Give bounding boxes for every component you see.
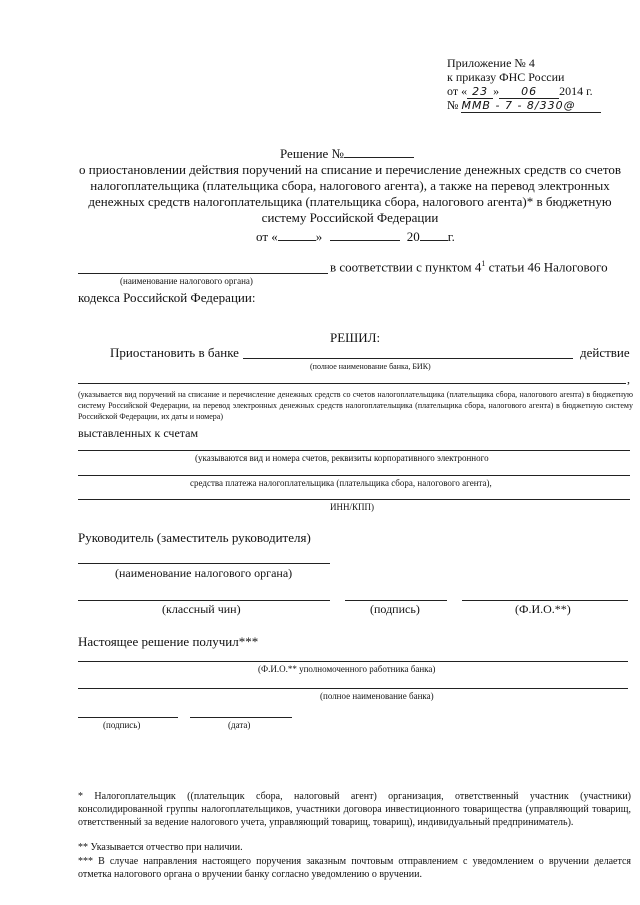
accordance-text: в соответствии с пунктом $4^1$ статьи 46 Налогового	[330, 259, 608, 275]
subject-line: систему Российской Федерации	[261, 210, 439, 225]
footnote-patronymic: ** Указывается отчество при наличии.	[78, 842, 243, 853]
subject-line: о приостановлении действия поручений на списание и перечисление денежных средств со счетов	[79, 162, 621, 177]
head-title: Руководитель (заместитель руководителя)	[78, 530, 311, 545]
decision-subject	[60, 162, 640, 226]
accounts-field[interactable]	[78, 450, 630, 451]
suspend-action: действие	[580, 345, 630, 360]
fio-caption: (Ф.И.О.**)	[515, 602, 571, 616]
received-date-field[interactable]	[190, 717, 292, 718]
order-day: 23	[467, 85, 493, 99]
tax-authority-field[interactable]	[78, 273, 328, 274]
fio-field[interactable]	[462, 600, 628, 601]
appendix-number: Приложение № 4	[447, 56, 535, 70]
rank-caption: (классный чин)	[162, 602, 241, 616]
bank-caption: (полное наименование банка, БИК)	[310, 362, 431, 371]
order-reference: к приказу ФНС России	[447, 70, 565, 84]
authority-caption: (наименование налогового органа)	[115, 566, 293, 580]
orders-field[interactable]	[78, 383, 626, 384]
order-month: 06	[499, 85, 559, 99]
bank-officer-caption: (Ф.И.О.** уполномоченного работника банка)	[258, 664, 436, 674]
authority-field[interactable]	[78, 563, 330, 564]
inn-field[interactable]	[78, 499, 630, 500]
received-sign-caption: (подпись)	[103, 720, 141, 730]
rank-field[interactable]	[78, 600, 330, 601]
subject-line: денежных средств налогоплательщика (плательщика сбора, налогового агента)* в бюджетную	[88, 194, 612, 209]
received-sign-field[interactable]	[78, 717, 178, 718]
order-date: от « 23 » 06 2014 г.	[447, 84, 593, 98]
received-date-caption: (дата)	[228, 720, 251, 730]
accounts-caption-1: (указываются вид и номера счетов, реквизиты корпоративного электронного	[195, 453, 489, 463]
orders-comma: ,	[627, 372, 630, 386]
orders-caption: (указывается вид поручений на списание и перечисление денежных средств со счетов налогоплательщика (плательщика сбора, налогового агента) в бюджетную систему Российской Федерации, на перевод электронных денежных средств налогоплательщика (плательщика сбора, налогового агента) в бюджетную систему Российской Федерации, их даты и номера)	[78, 390, 633, 421]
order-number-value: ММВ - 7 - 8/330@	[461, 99, 601, 113]
suspend-text: Приостановить в банке	[110, 345, 239, 360]
accounts-field-2[interactable]	[78, 475, 630, 476]
tax-authority-caption: (наименование налогового органа)	[120, 276, 253, 286]
bank-officer-field[interactable]	[78, 661, 628, 662]
sign-caption: (подпись)	[370, 602, 420, 616]
footnote-delivery: *** В случае направления настоящего поручения заказным почтовым отправлением с уведомлением о вручении делается отметка налогового органа о вручении банку согласно уведомлению о вручении.	[78, 856, 631, 880]
sign-field[interactable]	[345, 600, 447, 601]
accounts-caption-2: средства платежа налогоплательщика (плательщика сбора, налогового агента),	[190, 478, 492, 488]
subject-line: налогоплательщика (плательщика сбора, налогового агента), а также на перевод электронных	[90, 178, 610, 193]
received-bank-field[interactable]	[78, 688, 628, 689]
decision-date-line: от « » 20 г.	[256, 229, 455, 244]
resolved-heading: РЕШИЛ:	[330, 330, 381, 345]
bank-field[interactable]	[243, 358, 573, 359]
code-reference: кодекса Российской Федерации:	[78, 290, 256, 305]
order-number: № ММВ - 7 - 8/330@	[447, 98, 601, 113]
decision-title: Решение №	[280, 146, 414, 162]
accounts-label: выставленных к счетам	[78, 426, 199, 440]
received-bank-caption: (полное наименование банка)	[320, 691, 434, 701]
inn-caption: ИНН/КПП)	[330, 502, 374, 512]
received-title: Настоящее решение получил***	[78, 634, 259, 649]
footnote-taxpayer: * Налогоплательщик ((плательщик сбора, налоговый агент) организация, ответственный участник (участники) консолидированной группы налогоплательщиков, участники договора инвестиционного товарищества (управляющий товарищ, ответственный за ведение налогового учета, управляющий товарищ, товарищ), индивидуальный предприниматель).	[78, 791, 631, 828]
